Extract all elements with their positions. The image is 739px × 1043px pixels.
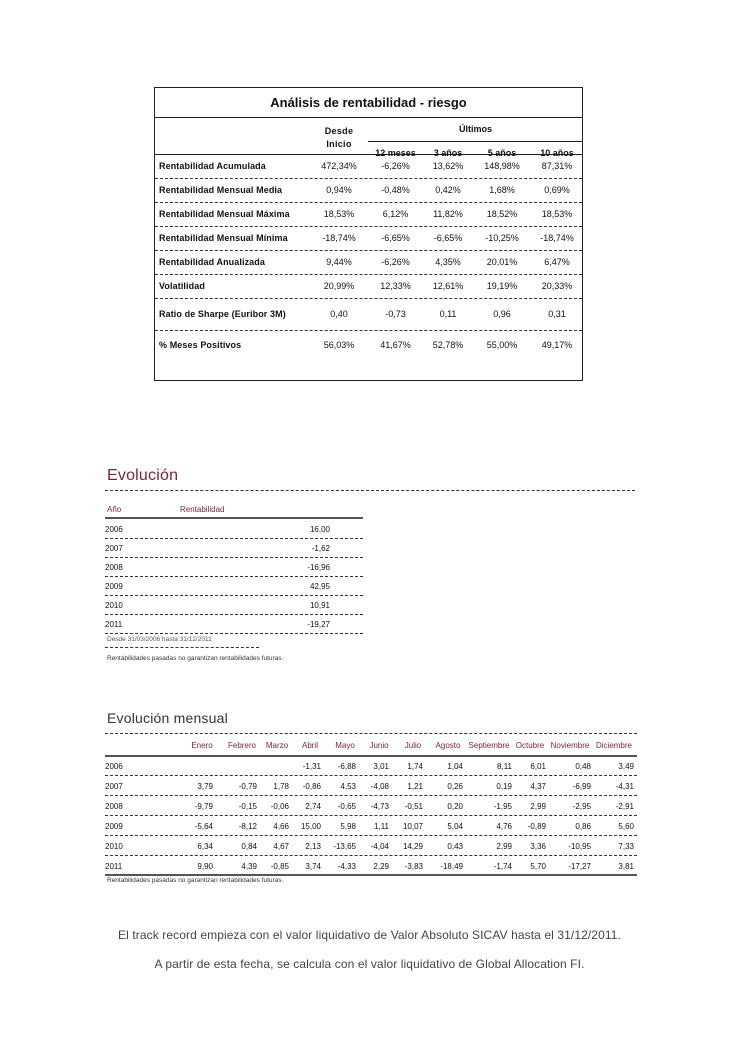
monthly-cell: 4,66 <box>273 822 289 831</box>
monthly-cell: -13,65 <box>333 842 356 851</box>
evolucion-value: -1,62 <box>311 544 330 553</box>
risk-row-label: Ratio de Sharpe (Euribor 3M) <box>159 309 286 319</box>
risk-cell: 6,47% <box>544 257 570 267</box>
monthly-year: 2008 <box>105 802 123 811</box>
monthly-row <box>105 836 637 856</box>
risk-cell: 148,98% <box>484 161 520 171</box>
monthly-cell: 0,86 <box>575 822 591 831</box>
risk-cell: 49,17% <box>541 340 573 350</box>
evolucion-row <box>105 577 363 596</box>
monthly-cell: 1,21 <box>407 782 423 791</box>
monthly-cell: 8,11 <box>497 762 512 771</box>
risk-cell: 41,67% <box>380 340 411 350</box>
monthly-cell: -3,83 <box>404 862 423 871</box>
desde-label: Desde <box>324 126 354 136</box>
monthly-cell: 2,99 <box>530 802 546 811</box>
risk-row-label: Volatilidad <box>159 281 205 291</box>
monthly-cell: 2,29 <box>373 862 389 871</box>
monthly-cell: 6,01 <box>530 762 546 771</box>
monthly-cell: 5,04 <box>447 822 463 831</box>
month-header: Octubre <box>515 741 545 750</box>
evo-disclaimer: Rentabilidades pasadas no garantizan rentabilidades futuras. <box>107 655 284 662</box>
risk-row <box>155 155 582 179</box>
monthly-cell: 6,34 <box>197 842 213 851</box>
month-header: Marzo <box>265 741 289 750</box>
evolucion-row <box>105 596 363 615</box>
risk-cell: 52,78% <box>432 340 464 350</box>
evolucion-year: 2007 <box>105 544 123 553</box>
monthly-cell: 4,53 <box>340 782 356 791</box>
monthly-cell: 0,20 <box>447 802 463 811</box>
risk-cell: 11,82% <box>433 209 463 219</box>
monthly-cell: -10,95 <box>568 842 591 851</box>
risk-cell: -18,74% <box>322 233 356 243</box>
col-3-anos: 3 años <box>433 148 463 158</box>
monthly-cell: 2,74 <box>305 802 321 811</box>
monthly-cell: -0,51 <box>404 802 423 811</box>
monthly-cell: -17,27 <box>568 862 591 871</box>
monthly-cell: 3,36 <box>530 842 546 851</box>
month-header: Mayo <box>335 741 355 750</box>
evolucion-year: 2010 <box>105 601 123 610</box>
period-note: Desde 31/03/2006 hasta 31/12/2011 <box>107 636 212 643</box>
monthly-cell: 4,37 <box>530 782 546 791</box>
monthly-cell: 0,26 <box>447 782 463 791</box>
risk-cell: -6,65% <box>381 233 410 243</box>
monthly-cell: -2,91 <box>615 802 634 811</box>
monthly-row <box>105 816 637 836</box>
monthly-cell: 7,33 <box>618 842 634 851</box>
monthly-cell: -0,79 <box>238 782 257 791</box>
monthly-cell: -0,06 <box>270 802 289 811</box>
risk-cell: 0,96 <box>493 309 511 319</box>
period-note-rule <box>105 647 259 648</box>
monthly-cell: -1,95 <box>493 802 512 811</box>
footer-line-2: A partir de esta fecha, se calcula con el valor liquidativo de Global Allocation FI. <box>154 957 585 971</box>
risk-cell: 0,11 <box>439 309 457 319</box>
month-header: Septiembre <box>468 741 510 750</box>
risk-row <box>155 299 582 331</box>
monthly-cell: 0,19 <box>496 782 512 791</box>
evolucion-row <box>105 520 363 539</box>
risk-row-label: % Meses Positivos <box>159 340 242 350</box>
risk-cell: 472,34% <box>321 161 357 171</box>
evolucion-value: 10,91 <box>309 601 330 610</box>
risk-cell: 20,99% <box>323 281 355 291</box>
footer-line-1: El track record empieza con el valor liquidativo de Valor Absoluto SICAV hasta el 31/12/2011. <box>118 928 621 942</box>
monthly-cell: -0,15 <box>238 802 257 811</box>
evo-col-year: Año <box>107 505 122 514</box>
evolucion-row <box>105 615 363 634</box>
monthly-cell: 3,49 <box>618 762 634 771</box>
month-header: Diciembre <box>595 741 632 750</box>
monthly-cell: -6,99 <box>572 782 591 791</box>
evolucion-year: 2008 <box>105 563 123 572</box>
risk-cell: 13,62% <box>432 161 464 171</box>
risk-cell: 0,31 <box>548 309 566 319</box>
risk-cell: 18,52% <box>486 209 518 219</box>
header-divider <box>368 141 583 142</box>
month-header: Julio <box>404 741 422 750</box>
monthly-cell: -4,31 <box>615 782 634 791</box>
monthly-cell: -0,65 <box>337 802 356 811</box>
monthly-cell: -1,74 <box>493 862 512 871</box>
risk-cell: -18,74% <box>540 233 574 243</box>
risk-cell: 20,01% <box>486 257 518 267</box>
month-header: Junio <box>369 741 389 750</box>
monthly-cell: 0,48 <box>575 762 591 771</box>
risk-row <box>155 331 582 361</box>
risk-cell: -0,73 <box>385 309 406 319</box>
monthly-cell: 9,90 <box>197 862 213 871</box>
evolucion-year: 2011 <box>105 620 123 629</box>
inicio-label: Inicio <box>326 139 352 149</box>
monthly-cell: 4,39 <box>241 862 257 871</box>
mensual-title: Evolución mensual <box>107 710 228 726</box>
risk-cell: -6,26% <box>381 257 410 267</box>
risk-cell: 12,61% <box>432 281 464 291</box>
desde-inicio-header <box>310 125 368 151</box>
risk-cell: -6,65% <box>433 233 463 243</box>
evolucion-value: -16,96 <box>307 563 330 572</box>
risk-row <box>155 203 582 227</box>
monthly-cell: 5,98 <box>340 822 356 831</box>
monthly-cell: -4,33 <box>337 862 356 871</box>
risk-cell: -10,25% <box>485 233 519 243</box>
monthly-cell: 5,70 <box>530 862 546 871</box>
risk-cell: 56,03% <box>323 340 355 350</box>
monthly-cell: 3,79 <box>197 782 213 791</box>
risk-row <box>155 179 582 203</box>
risk-cell: 87,31% <box>541 161 573 171</box>
risk-cell: 9,44% <box>326 257 352 267</box>
risk-row-label: Rentabilidad Mensual Mínima <box>159 233 288 243</box>
risk-cell: 4,35% <box>435 257 461 267</box>
evolucion-year: 2009 <box>105 582 123 591</box>
monthly-cell: 5,60 <box>618 822 634 831</box>
col-12-meses: 12 meses <box>375 148 416 158</box>
mensual-disclaimer: Rentabilidades pasadas no garantizan rentabilidades futuras. <box>107 877 284 884</box>
monthly-cell: 3,81 <box>618 862 634 871</box>
month-header: Enero <box>191 741 213 750</box>
risk-cell: 0,94% <box>326 185 352 195</box>
monthly-cell: -0,89 <box>527 822 546 831</box>
evolucion-value: -19,27 <box>307 620 330 629</box>
risk-row-label: Rentabilidad Mensual Media <box>159 185 283 195</box>
risk-table-header <box>155 118 582 158</box>
monthly-year: 2011 <box>105 862 123 871</box>
risk-cell: 12,33% <box>380 281 411 291</box>
monthly-cell: 2,13 <box>305 842 321 851</box>
monthly-row <box>105 856 637 876</box>
mensual-divider <box>105 733 637 734</box>
monthly-cell: 14,29 <box>402 842 423 851</box>
risk-cell: 18,53% <box>541 209 573 219</box>
risk-analysis-table <box>154 87 583 381</box>
month-header: Noviembre <box>550 741 590 750</box>
ultimos-header: Últimos <box>458 124 492 134</box>
monthly-cell: 4,67 <box>273 842 289 851</box>
monthly-cell: 2,99 <box>496 842 512 851</box>
col-5-anos: 5 años <box>487 148 517 158</box>
risk-cell: 18,53% <box>323 209 355 219</box>
monthly-cell: 1,11 <box>374 822 389 831</box>
monthly-cell: -0,86 <box>302 782 321 791</box>
risk-row <box>155 275 582 299</box>
monthly-cell: -4,04 <box>370 842 389 851</box>
monthly-cell: 1,74 <box>407 762 423 771</box>
monthly-cell: 0,43 <box>447 842 463 851</box>
monthly-cell: 3,01 <box>373 762 389 771</box>
monthly-cell: 1,04 <box>447 762 463 771</box>
risk-table-title: Análisis de rentabilidad - riesgo <box>155 88 582 118</box>
monthly-year: 2007 <box>105 782 123 791</box>
risk-cell: 0,42% <box>435 185 461 195</box>
risk-cell: 0,40 <box>330 309 348 319</box>
risk-cell: 6,12% <box>382 209 409 219</box>
risk-row-label: Rentabilidad Acumulada <box>159 161 266 171</box>
risk-cell: 0,69% <box>544 185 570 195</box>
monthly-cell: -8,12 <box>238 822 257 831</box>
monthly-cell: 15,00 <box>300 822 321 831</box>
monthly-row <box>105 756 637 776</box>
monthly-year: 2009 <box>105 822 123 831</box>
monthly-cell: -18,49 <box>440 862 463 871</box>
monthly-cell: -0,85 <box>270 862 289 871</box>
risk-cell: 1,68% <box>489 185 515 195</box>
monthly-cell: -1,31 <box>302 762 321 771</box>
risk-cell: 19,19% <box>486 281 518 291</box>
monthly-year: 2010 <box>105 842 123 851</box>
monthly-cell: 10,07 <box>402 822 423 831</box>
monthly-row <box>105 776 637 796</box>
monthly-year: 2006 <box>105 762 123 771</box>
monthly-cell: -9,79 <box>194 802 213 811</box>
monthly-cell: 3,74 <box>305 862 321 871</box>
month-header: Agosto <box>435 741 461 750</box>
col-10-anos: 10 años <box>540 148 574 158</box>
evolucion-row <box>105 558 363 577</box>
evolucion-title: Evolución <box>107 467 179 484</box>
monthly-cell: -4,08 <box>370 782 389 791</box>
evolucion-divider <box>105 490 635 491</box>
monthly-cell: 1,78 <box>273 782 289 791</box>
monthly-cell: -4,73 <box>370 802 389 811</box>
risk-row <box>155 251 582 275</box>
risk-row-label: Rentabilidad Anualizada <box>159 257 265 267</box>
monthly-cell: -5,64 <box>194 822 213 831</box>
monthly-cell: 0,84 <box>241 842 257 851</box>
evolucion-value: 42,95 <box>309 582 330 591</box>
month-header: Febrero <box>227 741 256 750</box>
evo-header-rule <box>105 517 363 519</box>
evo-col-value: Rentabilidad <box>180 505 225 514</box>
monthly-cell: -6,88 <box>337 762 356 771</box>
evolucion-value: 16,00 <box>309 525 330 534</box>
risk-row-label: Rentabilidad Mensual Máxima <box>159 209 290 219</box>
monthly-cell: 4,76 <box>496 822 512 831</box>
monthly-row <box>105 796 637 816</box>
monthly-cell: -2,95 <box>572 802 591 811</box>
risk-row <box>155 227 582 251</box>
evolucion-row <box>105 539 363 558</box>
evolucion-year: 2006 <box>105 525 123 534</box>
risk-cell: 20,33% <box>541 281 573 291</box>
risk-cell: 55,00% <box>486 340 518 350</box>
month-header: Abril <box>301 741 318 750</box>
risk-cell: -6,26% <box>381 161 410 171</box>
risk-cell: -0,48% <box>381 185 410 195</box>
